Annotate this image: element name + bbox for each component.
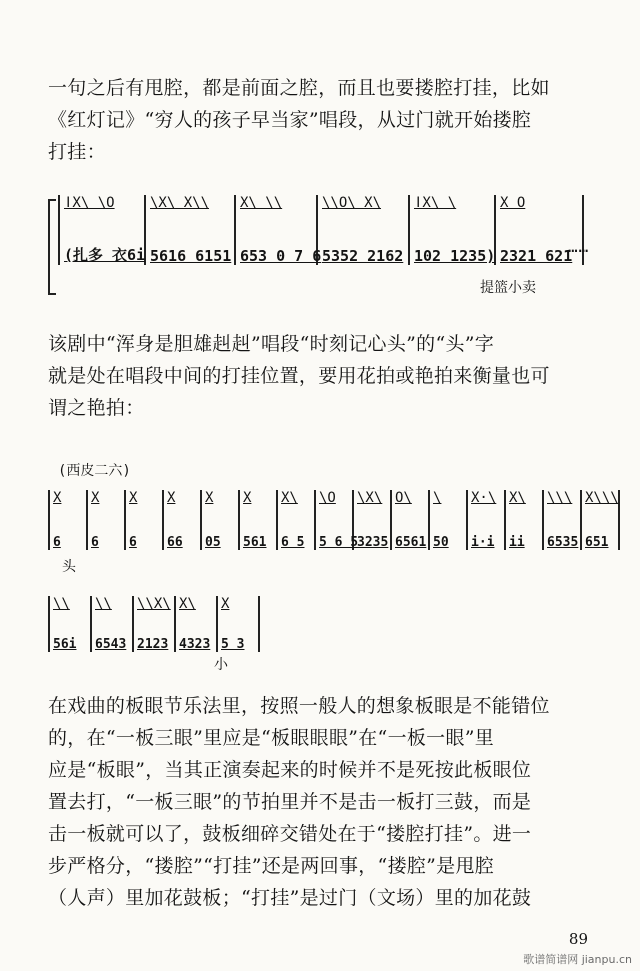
score-bar [430, 490, 468, 550]
lyric-char: 头 [62, 559, 76, 575]
score-bar [218, 596, 260, 652]
note-digits: 66 [167, 535, 183, 550]
beat-marks: X\ [179, 596, 196, 612]
text-line: 就是处在唱段中间的打挂位置，要用花拍或艳拍来衡量也可 [48, 365, 550, 387]
continuation-dots: …… [568, 237, 590, 256]
paragraph-example [48, 328, 608, 424]
score-bar [50, 490, 88, 550]
beat-marks: X O [500, 195, 526, 211]
note-digits: 2123 [137, 637, 169, 652]
beat-marks: X [243, 490, 252, 506]
score-bar [134, 596, 176, 652]
text-line: 击一板就可以了，鼓板细碎交错处在于“搂腔打挂”。进一 [48, 823, 532, 845]
score-bar [236, 195, 322, 265]
note-digits: 5352 2162 [322, 247, 404, 265]
score-bar [126, 490, 164, 550]
beat-marks: ǀX\ \ [414, 195, 457, 211]
note-digits: 561 [243, 535, 267, 550]
score-bar [410, 195, 496, 265]
score-brace [48, 199, 56, 295]
beat-marks: \ [433, 490, 442, 506]
note-digits: i·i [471, 535, 495, 550]
note-digits: 6 [129, 535, 137, 550]
note-digits: 2321 621 [500, 247, 573, 265]
score-label: (西皮二六) [58, 463, 131, 479]
paragraph-intro [48, 72, 608, 168]
score-staff-row-2 [48, 596, 260, 652]
score-bar [202, 490, 240, 550]
note-digits: 5616 6151 [150, 247, 232, 265]
lyric-char: 小 [214, 657, 228, 673]
beat-marks: X·\ [471, 490, 497, 506]
beat-marks: \\ [95, 596, 112, 612]
note-digits: 6543 [95, 637, 127, 652]
score-bar [544, 490, 582, 550]
text-line: 的，在“一板三眼”里应是“板眼眼眼”在“一板一眼”里 [48, 727, 495, 749]
note-digits: 56i [53, 637, 77, 652]
beat-marks: X [53, 490, 62, 506]
beat-marks: X [205, 490, 214, 506]
note-digits: 6 5 [281, 535, 305, 550]
note-digits: 5 3 [221, 637, 245, 652]
score-staff-row-1 [48, 490, 620, 550]
text-line: 打挂： [48, 141, 106, 163]
text-line: 应是“板眼”，当其正演奏起来的时候并不是死按此板眼位 [48, 759, 532, 781]
beat-marks: \X\ [357, 490, 383, 506]
score-bar [50, 596, 92, 652]
beat-marks: \\ [53, 596, 70, 612]
score-bar [146, 195, 236, 265]
beat-marks: \\X\ [137, 596, 171, 612]
text-line: 该剧中“浑身是胆雄赳赳”唱段“时刻记心头”的“头”字 [48, 333, 495, 355]
note-digits: 6 [53, 535, 61, 550]
text-line: 在戏曲的板眼节乐法里，按照一般人的想象板眼是不能错位 [48, 695, 550, 717]
score-bar [60, 195, 146, 265]
score-bar [316, 490, 359, 550]
note-digits: 5 6 5 [319, 535, 359, 550]
score-bar [392, 490, 430, 550]
score-staff [58, 195, 584, 265]
annotation-label: 提篮小卖 [480, 280, 536, 296]
beat-marks: \O [319, 490, 336, 506]
beat-marks: X [167, 490, 176, 506]
note-digits: 651 [585, 535, 609, 550]
note-digits: 3235 [357, 535, 389, 550]
note-digits: 6 [91, 535, 99, 550]
score-bar [176, 596, 218, 652]
text-line: 步严格分，“搂腔”“打挂”还是两回事，“搂腔”是甩腔 [48, 855, 495, 877]
note-digits: 4323 [179, 637, 211, 652]
beat-marks: X [91, 490, 100, 506]
beat-marks: ǀX\ \O [64, 195, 115, 211]
score-bar [164, 490, 202, 550]
note-digits: 653 0 7 6 [240, 247, 322, 265]
beat-marks: O\ [395, 490, 412, 506]
score-bar [92, 596, 134, 652]
score-bar [318, 195, 410, 265]
text-line: 置去打，“一板三眼”的节拍里并不是击一板打三鼓，而是 [48, 791, 532, 813]
beat-marks: X [221, 596, 230, 612]
note-digits: 50 [433, 535, 449, 550]
score-bar [278, 490, 316, 550]
text-line: 《红灯记》“穷人的孩子早当家”唱段，从过门就开始搂腔 [48, 109, 532, 131]
score-bar [582, 490, 620, 550]
score-bar [468, 490, 506, 550]
score-bar [88, 490, 126, 550]
beat-marks: \\O\ X\ [322, 195, 382, 211]
score-bar [506, 490, 544, 550]
note-digits: 6535 [547, 535, 579, 550]
beat-marks: X\\\ [585, 490, 619, 506]
score-bar [354, 490, 392, 550]
note-digits: ii [509, 535, 525, 550]
text-line: （人声）里加花鼓板；“打挂”是过门（文场）里的加花鼓 [48, 887, 532, 909]
beat-marks: \X\ X\\ [150, 195, 210, 211]
paragraph-explanation [48, 690, 608, 914]
score-bar [240, 490, 278, 550]
note-digits: 05 [205, 535, 221, 550]
music-score-1 [48, 195, 628, 305]
page-number: 89 [568, 930, 588, 948]
beat-marks: X\ \\ [240, 195, 283, 211]
watermark: 歌谱简谱网 jianpu.cn [523, 953, 632, 966]
beat-marks: \\\ [547, 490, 573, 506]
beat-marks: X\ [509, 490, 526, 506]
text-line: 一句之后有甩腔，都是前面之腔，而且也要搂腔打挂，比如 [48, 77, 550, 99]
note-digits: (扎多 衣6i [64, 246, 146, 264]
note-digits: 6561 [395, 535, 427, 550]
beat-marks: X [129, 490, 138, 506]
note-digits: 102 1235) [414, 247, 496, 265]
music-score-2 [48, 460, 628, 680]
beat-marks: X\ [281, 490, 298, 506]
text-line: 谓之艳拍： [48, 397, 145, 419]
